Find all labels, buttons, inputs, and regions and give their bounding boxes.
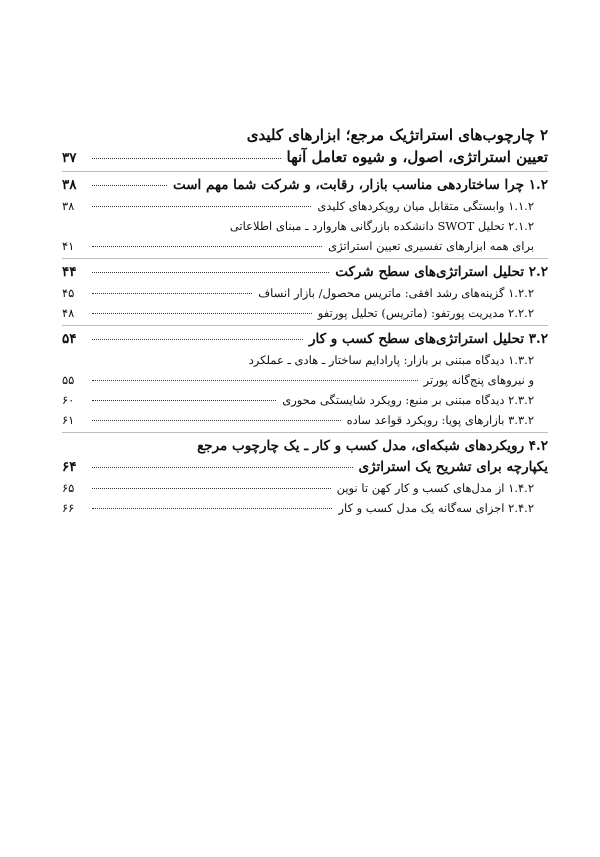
entry-title: ۲.۲ تحلیل استراتژی‌های سطح شرکت (335, 264, 548, 280)
leader-dots (92, 313, 312, 314)
entry-title: برای همه ابزارهای تفسیری تعیین استراتژی (328, 239, 534, 253)
page-number: ۶۰ (62, 393, 75, 407)
leader-dots (92, 488, 331, 489)
page-number: ۶۶ (62, 501, 75, 515)
divider (62, 432, 548, 433)
toc-entry-2-3-3[interactable] (62, 410, 548, 430)
chapter-heading: ۲ چارچوب‌های استراتژیک مرجع؛ ابزارهای کلیدی (246, 126, 548, 144)
leader-dots (92, 185, 167, 186)
page-number: ۳۷ (62, 150, 77, 166)
leader-dots (92, 400, 276, 401)
toc-entry-2-2-1[interactable] (62, 283, 548, 303)
toc-entry-2-3-1-line1[interactable]: ۱.۳.۲ دیدگاه مبتنی بر بازار: پارادایم ساختار ـ هادی ـ عملکرد (248, 353, 534, 367)
table-of-contents (62, 124, 548, 518)
page-number: ۶۵ (62, 481, 75, 495)
divider (62, 258, 548, 259)
leader-dots (92, 158, 281, 159)
entry-title: ۱.۲.۲ گزینه‌های رشد افقی: ماتریس محصول/ بازار انساف (258, 286, 534, 300)
toc-entry-2-3-1-line2[interactable] (62, 370, 548, 390)
entry-title: ۲.۲.۲ مدیریت پورتفو: (ماتریس) تحلیل پورتفو (317, 306, 534, 320)
page-number: ۳۸ (62, 177, 77, 193)
page-number: ۶۱ (62, 413, 75, 427)
leader-dots (92, 293, 252, 294)
entry-title: و نیروهای پنج‌گانه پورتر (423, 373, 534, 387)
leader-dots (92, 508, 332, 509)
toc-entry-2-1-2-line2[interactable] (62, 236, 548, 256)
page-number: ۳۸ (62, 199, 75, 213)
toc-entry-section-2-1[interactable] (62, 175, 548, 196)
page-number: ۵۵ (62, 373, 75, 387)
divider (62, 171, 548, 172)
leader-dots (92, 272, 329, 273)
entry-title: ۲.۴.۲ اجزای سه‌گانه یک مدل کسب و کار (338, 501, 534, 515)
page-number: ۴۸ (62, 306, 75, 320)
toc-entry-2-4-1[interactable] (62, 478, 548, 498)
leader-dots (92, 246, 322, 247)
entry-title: ۱.۲ چرا ساختاردهی مناسب بازار، رقابت، و شرکت شما مهم است (172, 177, 548, 193)
toc-entry-2-1-2-line1[interactable]: ۲.۱.۲ تحلیل SWOT دانشکده بازرگانی هاروارد ـ مبنای اطلاعاتی (229, 219, 534, 233)
toc-entry-2-3-2[interactable] (62, 390, 548, 410)
entry-title: ۲.۳.۲ دیدگاه مبتنی بر منبع: رویکرد شایستگی محوری (282, 393, 534, 407)
leader-dots (92, 467, 353, 468)
toc-entry-section-2-3[interactable] (62, 329, 548, 350)
entry-title: ۱.۱.۲ وابستگی متقابل میان رویکردهای کلیدی (317, 199, 534, 213)
page-number: ۴۵ (62, 286, 75, 300)
toc-entry-chapter-subheading[interactable] (62, 146, 548, 169)
chapter-subheading: تعیین استراتژی، اصول، و شیوه تعامل آنها (286, 148, 548, 166)
page-number: ۶۴ (62, 459, 77, 475)
entry-title: ۱.۴.۲ از مدل‌های کسب و کار کهن تا نوین (336, 481, 534, 495)
divider (62, 325, 548, 326)
leader-dots (92, 206, 311, 207)
toc-entry-section-2-4-line1[interactable]: ۴.۲ رویکردهای شبکه‌ای، مدل کسب و کار ـ یک چارچوب مرجع (197, 438, 548, 454)
entry-title: ۳.۳.۲ بازارهای پویا: رویکرد قواعد ساده (346, 413, 534, 427)
leader-dots (92, 339, 303, 340)
toc-entry-section-2-2[interactable] (62, 262, 548, 283)
entry-title: ۳.۲ تحلیل استراتژی‌های سطح کسب و کار (309, 331, 548, 347)
page-number: ۴۴ (62, 264, 77, 280)
toc-entry-2-4-2[interactable] (62, 498, 548, 518)
toc-entry-section-2-4-line2[interactable] (62, 457, 548, 478)
leader-dots (92, 420, 341, 421)
page-number: ۴۱ (62, 239, 75, 253)
toc-entry-2-1-1[interactable] (62, 196, 548, 216)
entry-title: یکپارچه برای تشریح یک استراتژی (358, 459, 548, 475)
page-number: ۵۴ (62, 331, 77, 347)
toc-entry-2-2-2[interactable] (62, 303, 548, 323)
leader-dots (92, 380, 418, 381)
